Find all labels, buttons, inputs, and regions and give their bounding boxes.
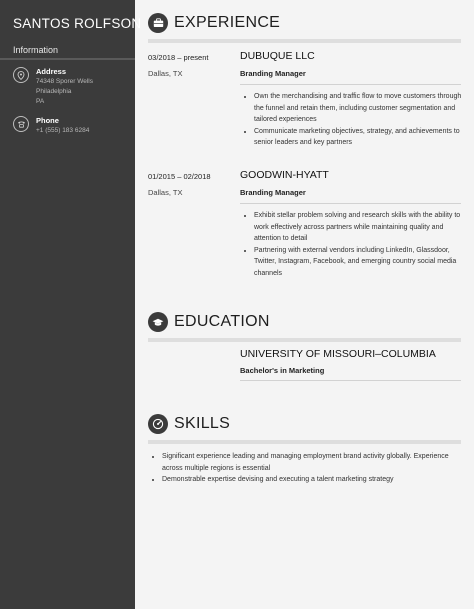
job-role: Branding Manager <box>240 69 306 78</box>
sidebar <box>0 0 142 609</box>
job-bullet: • Communicate marketing objectives, strategy, and achievements to senior leaders and key partners <box>254 126 464 149</box>
phone-icon <box>13 116 29 132</box>
address-value <box>36 77 93 107</box>
briefcase-icon <box>148 13 168 33</box>
job-bullets <box>240 210 464 279</box>
phone-block <box>13 116 131 140</box>
address-line: Philadelphia <box>36 88 72 95</box>
gauge-icon <box>148 414 168 434</box>
address-line: 74348 Sporer Wells <box>36 78 93 85</box>
address-block <box>13 67 131 111</box>
address-line: PA <box>36 98 45 105</box>
phone-value <box>36 126 89 136</box>
entry-divider <box>240 84 461 85</box>
candidate-name: SANTOS ROLFSON <box>13 16 142 31</box>
skill-item: • Significant experience leading and managing employment brand activity globally. Experience across multiple regions is essential <box>162 451 462 474</box>
education-title: EDUCATION <box>174 313 270 330</box>
sidebar-divider <box>0 58 135 60</box>
job-entry <box>148 169 461 282</box>
skills-title: SKILLS <box>174 415 231 432</box>
job-bullets <box>240 91 464 149</box>
job-bullet: • Own the merchandising and traffic flow to move customers through the funnel and retain them, including customer segmentation and tailored experiences <box>254 91 464 126</box>
section-divider <box>148 39 461 43</box>
job-bullet: • Partnering with external vendors including LinkedIn, Glassdoor, Twitter, Instagram, Facebook, and emerging country social media channels <box>254 245 464 280</box>
company-name: DUBUQUE LLC <box>240 50 315 62</box>
entry-divider <box>240 203 461 204</box>
address-label: Address <box>36 67 67 76</box>
skills-header <box>148 414 461 438</box>
entry-divider <box>240 380 461 381</box>
school-name: UNIVERSITY OF MISSOURI–COLUMBIA <box>240 348 436 360</box>
job-dates: 01/2015 – 02/2018 <box>148 172 211 181</box>
job-location: Dallas, TX <box>148 188 183 197</box>
experience-title: EXPERIENCE <box>174 14 281 31</box>
experience-header <box>148 13 461 37</box>
company-name: GOODWIN-HYATT <box>240 169 329 181</box>
job-location: Dallas, TX <box>148 69 183 78</box>
graduation-cap-icon <box>148 312 168 332</box>
information-heading: Information <box>13 45 59 55</box>
job-dates: 03/2018 – present <box>148 53 209 62</box>
phone-label: Phone <box>36 116 59 125</box>
job-role: Branding Manager <box>240 188 306 197</box>
skills-list <box>148 451 462 486</box>
degree: Bachelor's in Marketing <box>240 366 325 375</box>
job-entry <box>148 50 462 153</box>
section-divider <box>148 440 461 444</box>
skill-item: • Demonstrable expertise devising and executing a talent marketing strategy <box>162 474 462 486</box>
phone-number: +1 (555) 183 6284 <box>36 127 90 134</box>
location-pin-icon <box>13 67 29 83</box>
job-bullet: • Exhibit stellar problem solving and research skills with the ability to work effectively across partners while maintaining quality and attention to detail <box>254 210 464 245</box>
section-divider <box>148 338 461 342</box>
education-header <box>148 312 461 336</box>
